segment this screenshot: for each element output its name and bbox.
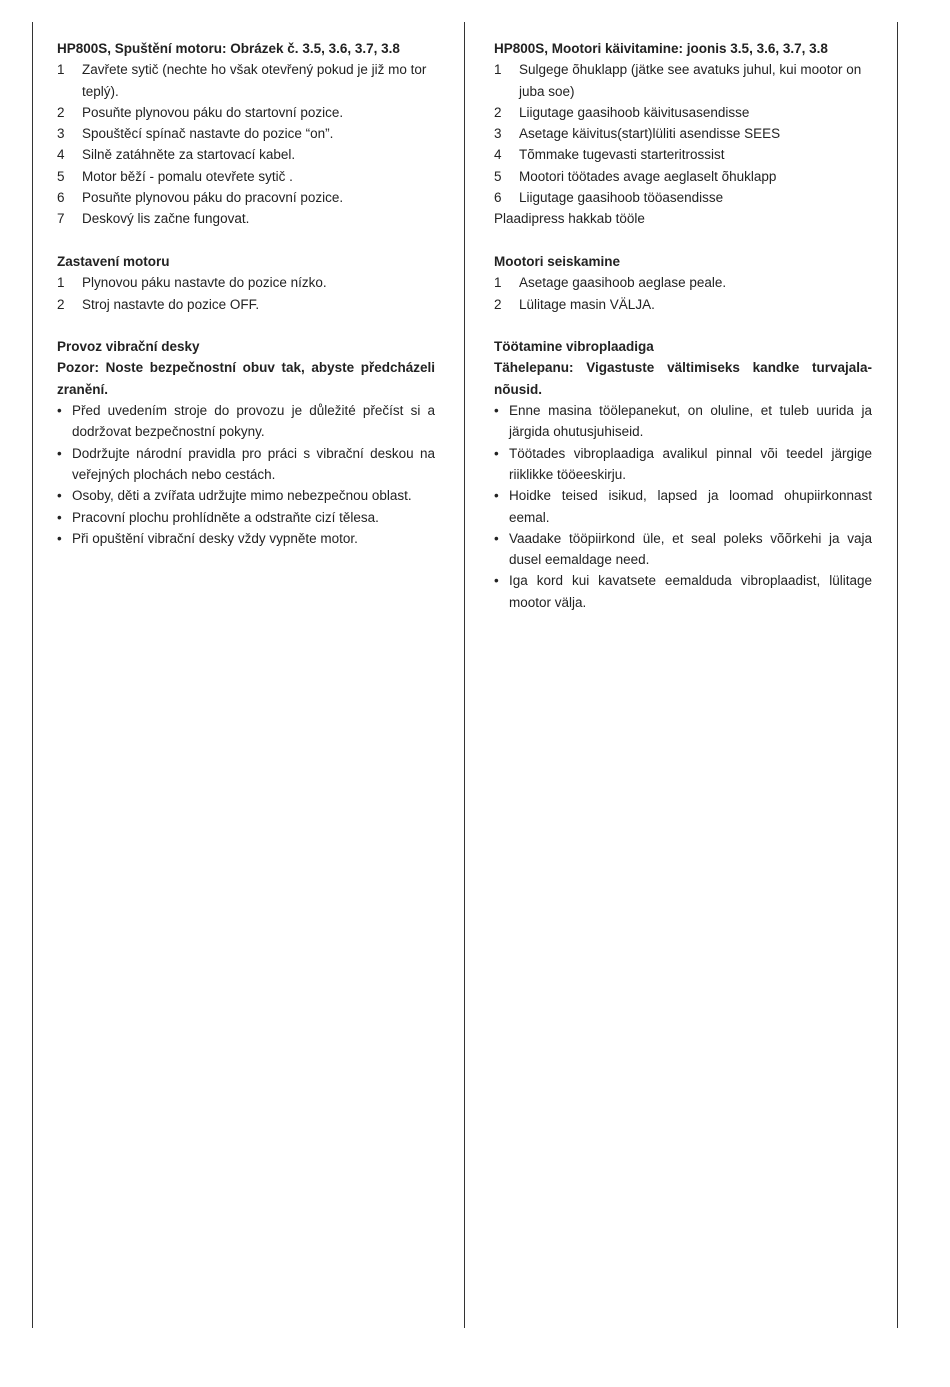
- bullet-list: [57, 400, 435, 549]
- steps-list: [494, 272, 872, 315]
- list-item: • Při opuštění vibrační desky vždy vypněte motor.: [57, 530, 358, 546]
- engine-stop-section: [57, 251, 435, 315]
- list-item: 6 Liigutage gaasihoob tööasendisse: [494, 190, 724, 206]
- list-item: 4 Silně zatáhněte za startovací kabel.: [57, 147, 296, 163]
- right-column: [494, 38, 872, 634]
- right-margin-line: [897, 22, 898, 1328]
- list-item: • Vaadake tööpiirkond üle, et seal poleks võõrkehi ja vaja dusel eemaldage need.: [494, 530, 872, 568]
- safety-warning: Tähelepanu: Vigastuste vältimiseks kandke turvajala-nõusid.: [494, 360, 872, 397]
- safety-warning: Pozor: Noste bezpečnostní obuv tak, abyste předcházeli zranění.: [57, 360, 435, 397]
- list-item: 3 Spouštěcí spínač nastavte do pozice “on”.: [57, 126, 334, 142]
- list-item: • Hoidke teised isikud, lapsed ja loomad ohupiirkonnast eemal.: [494, 488, 872, 525]
- list-item: 1 Plynovou páku nastavte do pozice nízko.: [57, 275, 327, 291]
- list-item: 3 Asetage käivitus(start)lüliti asendisse SEES: [494, 126, 781, 142]
- list-item: 1 Zavřete sytič (nechte ho však otevřený pokud je již mo tor teplý).: [57, 62, 427, 99]
- section-title: HP800S, Spuštění motoru: Obrázek č. 3.5, 3.6, 3.7, 3.8: [57, 41, 400, 56]
- list-item: 2 Posuňte plynovou páku do startovní pozice.: [57, 104, 344, 120]
- steps-list: [57, 272, 435, 315]
- list-item: 7 Deskový lis začne fungovat.: [57, 211, 250, 227]
- list-item: 1 Sulgege õhuklapp (jätke see avatuks juhul, kui mootor on juba soe): [494, 62, 862, 99]
- list-item: 1 Asetage gaasihoob aeglase peale.: [494, 275, 727, 291]
- bullet-list: [494, 400, 872, 613]
- steps-list: [494, 59, 872, 208]
- section-title: Töötamine vibroplaadiga: [494, 339, 654, 355]
- list-item: 2 Stroj nastavte do pozice OFF.: [57, 296, 260, 312]
- list-item: 6 Posuňte plynovou páku do pracovní pozice.: [57, 190, 344, 206]
- engine-start-section: [57, 38, 435, 230]
- operation-section: [57, 336, 435, 549]
- engine-start-section: [494, 38, 872, 230]
- operation-section: [494, 336, 872, 613]
- list-item: • Dodržujte národní pravidla pro práci s vibrační deskou na veřejných plochách nebo cestách.: [57, 445, 435, 482]
- list-item: • Pracovní plochu prohlídněte a odstraňte cizí tělesa.: [57, 509, 379, 525]
- start-note: Plaadipress hakkab tööle: [494, 211, 645, 227]
- section-title: HP800S, Mootori käivitamine: joonis 3.5, 3.6, 3.7, 3.8: [494, 41, 828, 56]
- list-item: 5 Motor běží - pomalu otevřete sytič .: [57, 168, 293, 184]
- list-item: • Před uvedením stroje do provozu je důležité přečíst si a dodržovat bezpečnostní pokyny.: [57, 403, 435, 440]
- list-item: • Töötades vibroplaadiga avalikul pinnal või teedel järgige riiklikke tööeeskirju.: [494, 445, 872, 482]
- steps-list: [57, 59, 435, 229]
- left-column: [57, 38, 435, 570]
- list-item: 4 Tõmmake tugevasti starteritrossist: [494, 147, 725, 163]
- list-item: 5 Mootori töötades avage aeglaselt õhuklapp: [494, 168, 777, 184]
- engine-stop-section: [494, 251, 872, 315]
- list-item: 2 Liigutage gaasihoob käivitusasendisse: [494, 104, 750, 120]
- section-title: Mootori seiskamine: [494, 253, 621, 269]
- section-title: Provoz vibrační desky: [57, 339, 200, 355]
- list-item: • Iga kord kui kavatsete eemalduda vibroplaadist, lülitage mootor välja.: [494, 573, 872, 610]
- column-divider-line: [464, 22, 465, 1328]
- list-item: • Enne masina töölepanekut, on oluline, et tuleb uurida ja järgida ohutusjuhiseid.: [494, 403, 872, 440]
- section-title: Zastavení motoru: [57, 253, 170, 269]
- left-margin-line: [32, 22, 33, 1328]
- list-item: 2 Lülitage masin VÄLJA.: [494, 296, 655, 312]
- list-item: • Osoby, děti a zvířata udržujte mimo nebezpečnou oblast.: [57, 488, 412, 504]
